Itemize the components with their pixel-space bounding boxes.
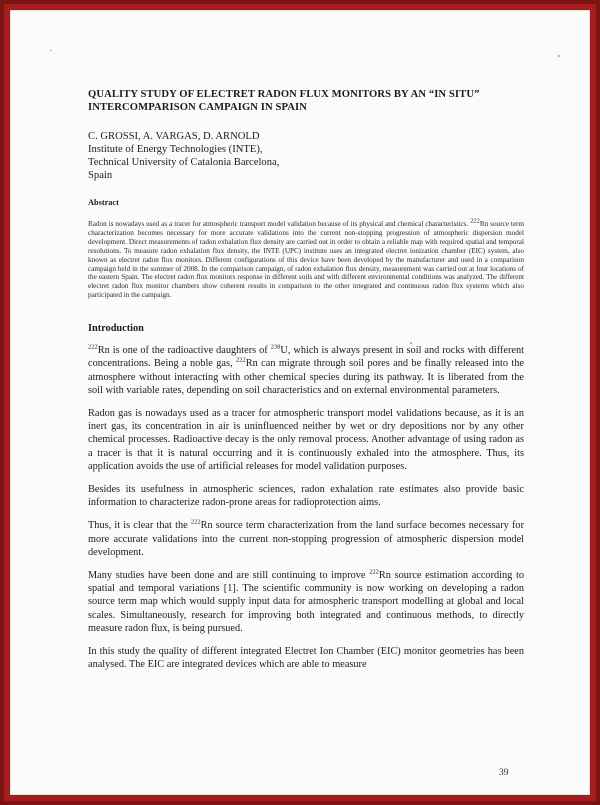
abstract-text xyxy=(88,217,524,300)
paragraph-text: Rn can migrate through soil pores and be finally released into the atmosphere without interacting with other chemical species during its pathway. It is liberated from the soil with variable rates, depending on soil characteristics and on external environmental parameters. xyxy=(88,358,524,396)
paragraph-text: U, which is always present in soil and rocks with different concentrations. Being a noble gas, xyxy=(88,345,524,370)
abstract-heading: Abstract xyxy=(88,198,119,207)
affiliation-line-1: Institute of Energy Technologies (INTE), xyxy=(88,144,263,155)
page-frame xyxy=(4,4,596,801)
intro-paragraph-2: Radon gas is nowadays used as a tracer for atmospheric transport model validations because, as it is an inert gas, its concentration in air is uninfluenced neither by wet or dry depositions nor by any other chemical processes. Radioactive decay is the only removal process. Another advantage of using radon as a tracer is that it is natural occurring and it is continuously exhaled into the atmosphere. Thus, its application avoids the use of artificial releases for model validation purposes. xyxy=(88,407,524,472)
paragraph-text: Many studies have been done and are still continuing to improve xyxy=(88,570,370,581)
affiliation-line-3: Spain xyxy=(88,170,113,181)
paragraph-text: Rn source term characterization from the land surface becomes necessary for more accurate validations into the current non-stopping progression of atmospheric dispersion model development. xyxy=(88,520,524,558)
author-list: C. GROSSI, A. VARGAS, D. ARNOLD xyxy=(88,131,260,142)
isotope-superscript: 222 xyxy=(369,568,379,576)
scan-speck xyxy=(558,55,560,57)
paper-content xyxy=(88,88,524,671)
intro-paragraph-4 xyxy=(88,519,524,559)
isotope-superscript: 238 xyxy=(270,343,281,351)
abstract-text-part: Radon is nowadays used as a tracer for atmospheric transport model validation because of its physical and chemical characteristics. xyxy=(88,220,471,228)
intro-paragraph-1 xyxy=(88,344,524,397)
isotope-superscript: 222 xyxy=(190,518,201,526)
document-page xyxy=(10,10,590,795)
paragraph-text: Rn source estimation according to spatial and temporal variations [1]. The scientific community is now working on developing a radon source term map which would supply input data for atmospheric transport modelling at global and local scales. Simultaneously, research for improving both integrated and continuous methods, to directly measure radon flux, is being pursued. xyxy=(88,570,525,634)
intro-paragraph-3: Besides its usefulness in atmospheric sciences, radon exhalation rate estimates also provide basic information to characterize radon-prone areas for radioprotection aims. xyxy=(88,483,524,509)
isotope-superscript: 222 xyxy=(236,356,246,364)
intro-paragraph-5 xyxy=(88,569,524,635)
abstract-text-part: Rn source term characterization becomes necessary for more accurate validations into the current non-stopping progression of atmospheric dispersion model development. Direct measurements of radon exhalation flux density are carried out in order to obtain a reliable map with required spatial and temporal resolutions. To measure radon exhalation flux density, the INTE (UPC) institute uses an integrated electret ionization chamber (EIC) system, also known as electret radon flux monitors. Different configurations of this device have been developed by the manufacturer and used in a comparison campaign held in the summer of 2008. In the comparison campaign, of radon exhalation flux density, measurement was carried out at four locations of the eastern Spain. The electret radon flux monitors response in different soils and with different environmental conditions was analyzed. The different electret radon flux monitor chambers show coherent results in comparison to the other integrated and continuous radon flux systems which also participated in the campaign. xyxy=(88,220,524,300)
isotope-superscript: 222 xyxy=(88,343,98,351)
introduction-heading: Introduction xyxy=(88,323,144,335)
affiliation-line-2: Technical University of Catalonia Barcelona, xyxy=(88,157,280,168)
paper-title xyxy=(88,88,524,114)
page-number: 39 xyxy=(499,768,509,778)
paragraph-text: Thus, it is clear that the xyxy=(88,520,191,532)
title-line-2: INTERCOMPARISON CAMPAIGN IN SPAIN xyxy=(88,102,308,113)
paragraph-text: Rn is one of the radioactive daughters of xyxy=(97,345,271,357)
isotope-superscript: 222 xyxy=(470,217,480,225)
scan-speck xyxy=(50,50,52,51)
title-line-1: QUALITY STUDY OF ELECTRET RADON FLUX MONITORS BY AN “IN SITU” xyxy=(88,89,480,100)
intro-paragraph-6: In this study the quality of different integrated Electret Ion Chamber (EIC) monitor geometries has been analysed. The EIC are integrated devices which are able to measure xyxy=(88,646,524,671)
